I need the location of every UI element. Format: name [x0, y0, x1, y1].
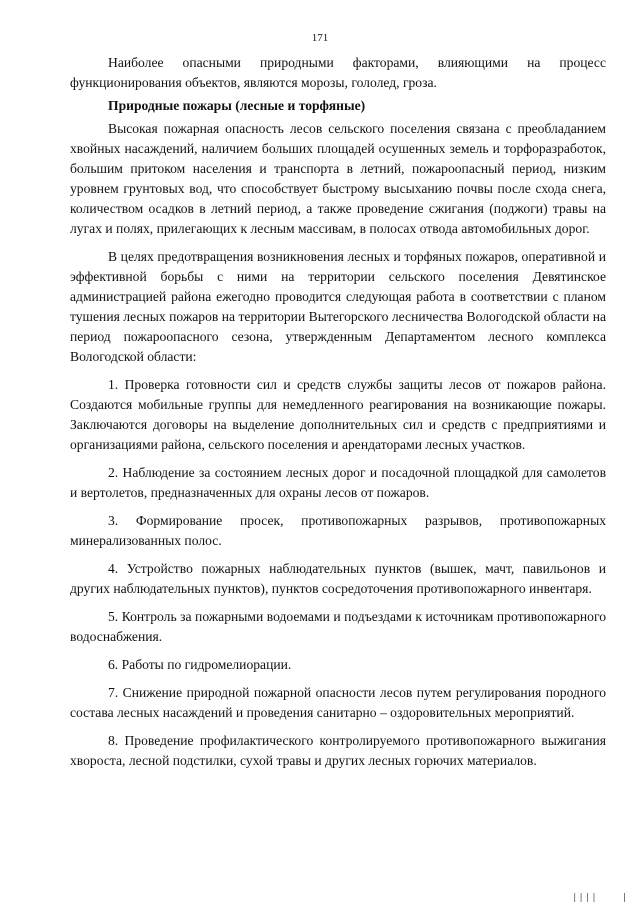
list-item: 3. Формирование просек, противопожарных разрывов, противопожарных минерализованных полос.: [70, 513, 606, 548]
paragraph-prevention-measures: В целях предотвращения возникновения лесных и торфяных пожаров, оперативной и эффективной борьбы с ними на территории сельского поселения Девятинское администрацией района ежегодно проводится следующая работа в соответствии с планом тушения лесных пожаров на территории Вытегорского лесничества Вологодской области на период пожароопасного сезона, утвержденным Департаментом лесного комплекса Вологодской области:: [70, 249, 606, 364]
list-item: 7. Снижение природной пожарной опасности лесов путем регулирования породного состава лесных насаждений и проведения санитарно – оздоровительных мероприятий.: [70, 685, 606, 720]
list-item: 2. Наблюдение за состоянием лесных дорог и посадочной площадкой для самолетов и вертолетов, предназначенных для охраны лесов от пожаров.: [70, 465, 606, 500]
list-item: 4. Устройство пожарных наблюдательных пунктов (вышек, мачт, павильонов и других наблюдательных пунктов), пунктов сосредоточения противопожарного инвентаря.: [70, 561, 606, 596]
paragraph-fire-danger: Высокая пожарная опасность лесов сельского поселения связана с преобладанием хвойных насаждений, наличием больших площадей осушенных земель и торфоразработок, большим притоком населения и транспорта в летний, пожароопасный период, низким уровнем грунтовых вод, что способствует быстрому высыханию почвы после схода снега, количеством осадков в летний период, а также проведение сжигания (поджоги) травы на лугах и полях, прилегающих к лесным массивам, в полосах отвода автомобильных дорог.: [70, 121, 606, 236]
section-title: Природные пожары (лесные и торфяные): [108, 98, 366, 113]
list-item: 8. Проведение профилактического контролируемого противопожарного выжигания хвороста, лесной подстилки, сухой травы и других лесных горючих материалов.: [70, 733, 606, 768]
scan-edge-mark: [624, 893, 625, 902]
document-body: [70, 53, 606, 779]
list-item: 6. Работы по гидромелиорации.: [108, 657, 292, 672]
page-number: 171: [311, 32, 329, 44]
list-item: 1. Проверка готовности сил и средств службы защиты лесов от пожаров района. Создаются мобильные группы для немедленного реагирования на возникающие пожары. Заключаются договоры на выделение дополнительных сил и средств с предприятиями и организациями района, сельского поселения и арендаторами лесных участков.: [70, 377, 606, 452]
scan-barcode-mark: ||||: [572, 893, 598, 903]
intro-paragraph: Наиболее опасными природными факторами, влияющими на процесс функционирования объектов, являются морозы, гололед, гроза.: [70, 55, 606, 90]
list-item: 5. Контроль за пожарными водоемами и подъездами к источникам противопожарного водоснабжения.: [70, 609, 606, 644]
